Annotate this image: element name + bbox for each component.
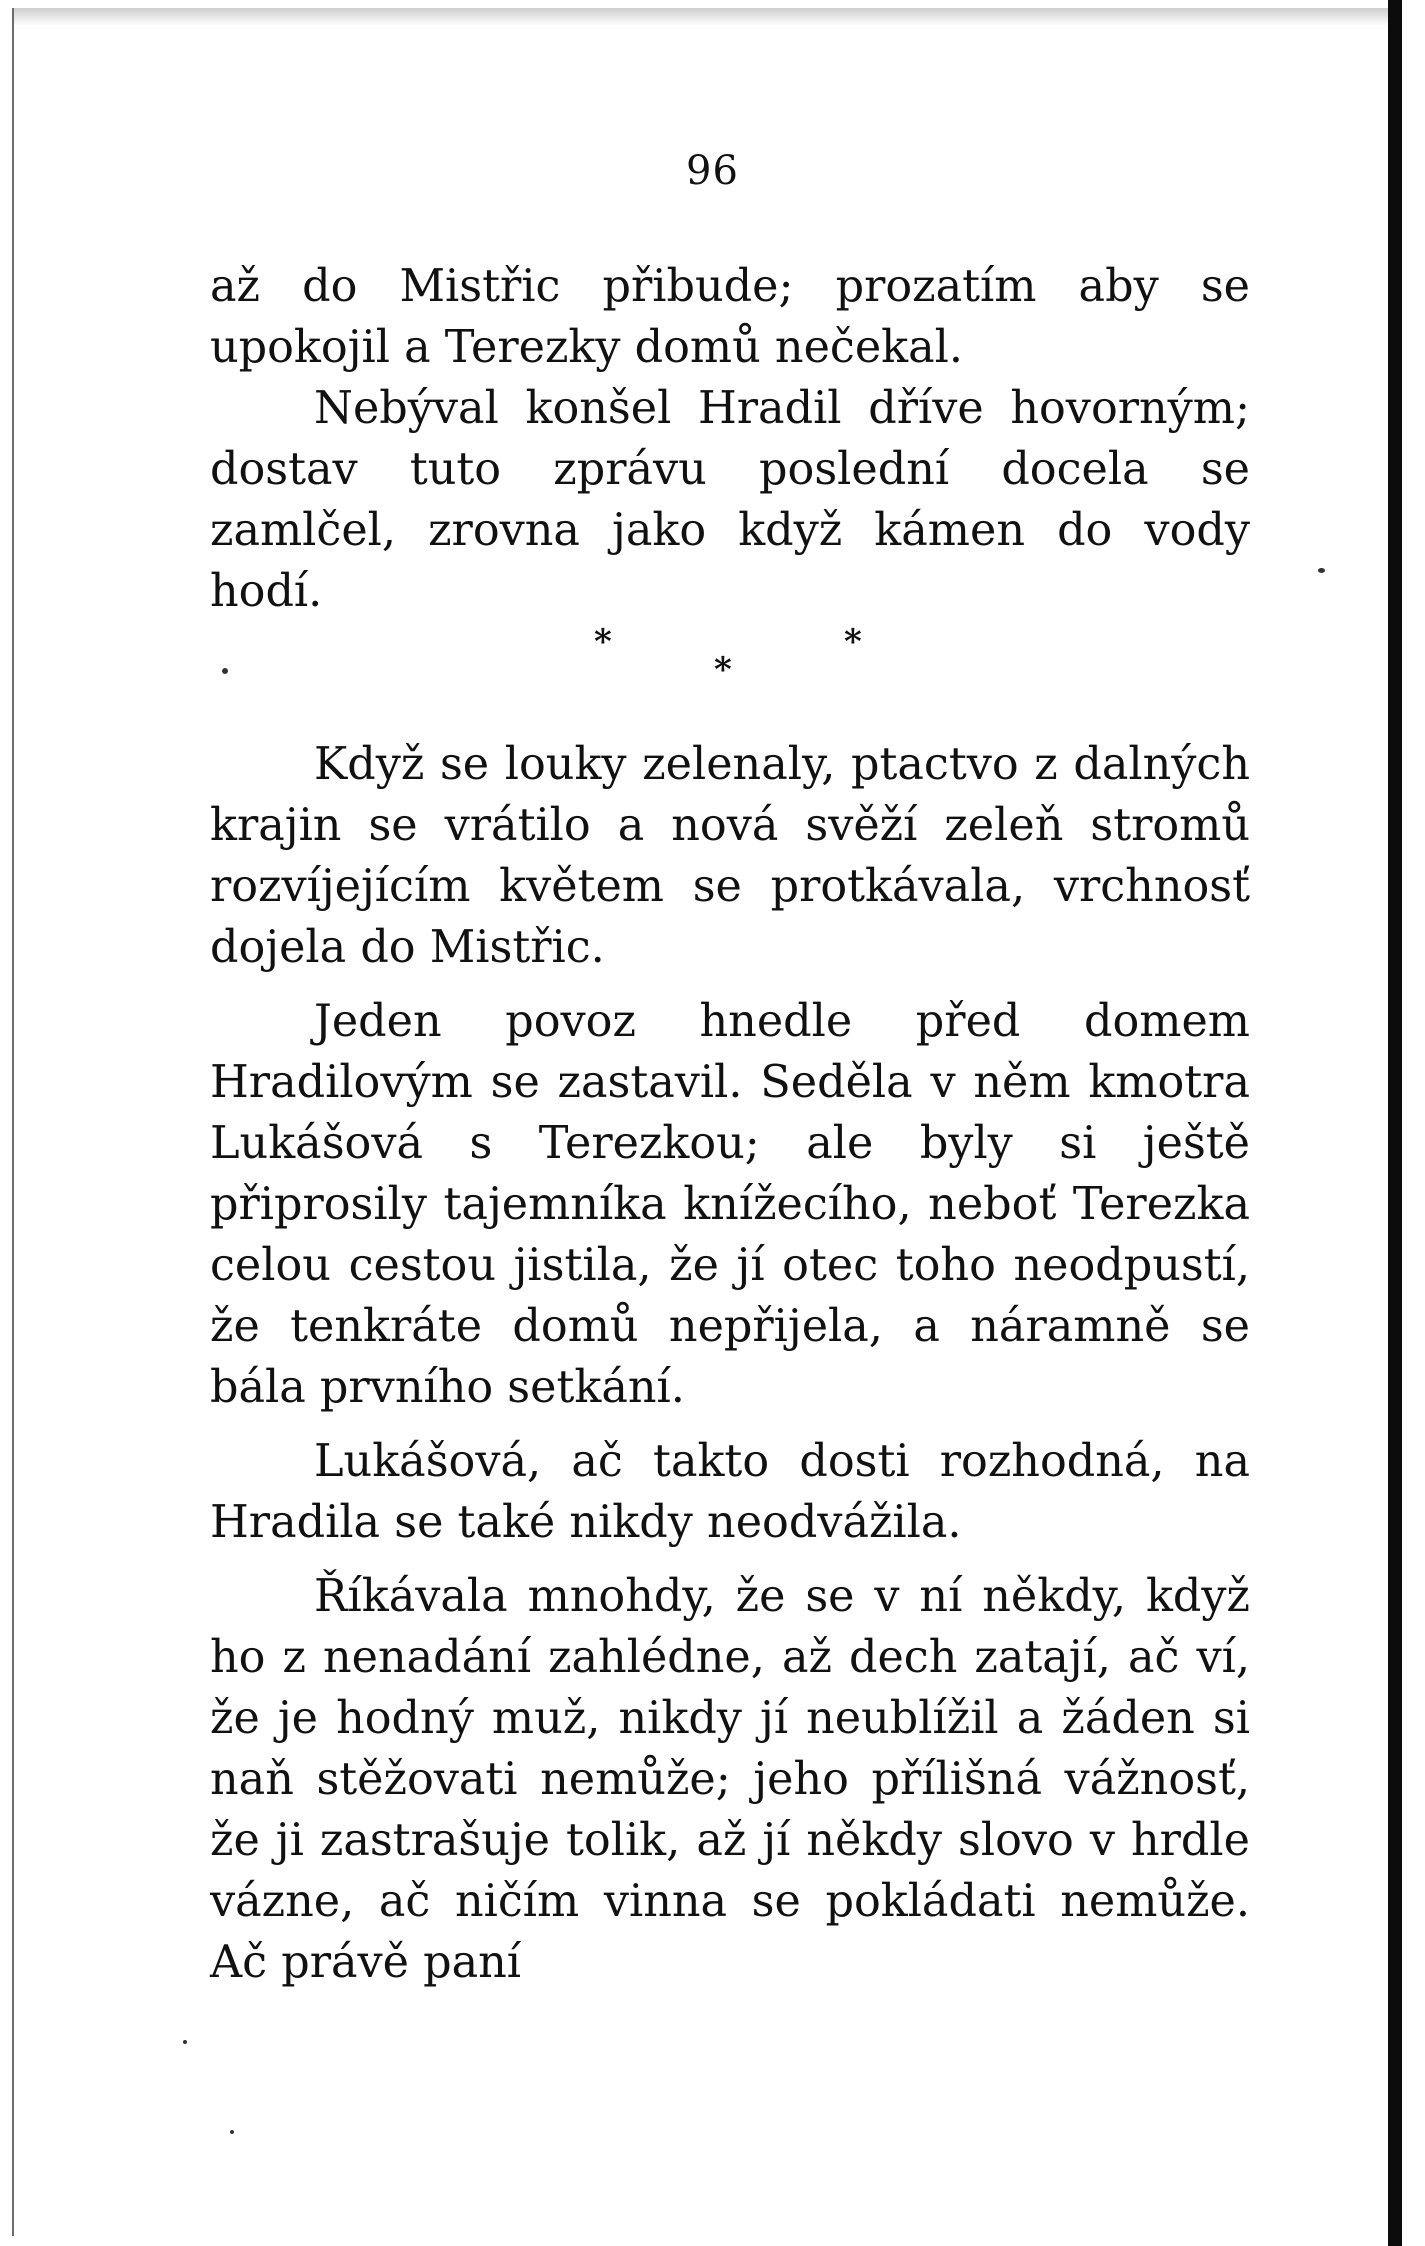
scan-speck: [222, 668, 228, 674]
page-spine-edge: [1388, 0, 1402, 2246]
scan-speck: [183, 2040, 187, 2044]
paragraph-3: Když se louky zelenaly, ptactvo z dalných krajin se vrátilo a nová svěží zeleň stromů rozvíjejícím květem se protkávala, vrchnosť dojela do Mistřic.: [210, 739, 1250, 973]
paragraph-5: Lukášová, ač takto dosti rozhodná, na Hradila se také nikdy neodvážila.: [210, 1436, 1250, 1548]
paragraph-2: Nebýval konšel Hradil dříve hovorným; dostav tuto zprávu poslední docela se zamlčel, zrovna jako když kámen do vody hodí.: [210, 383, 1250, 617]
page-text: [210, 256, 1250, 1993]
paragraph-6: Říkávala mnohdy, že se v ní někdy, když ho z nenadání zahlédne, až dech zatají, ač ví, že je hodný muž, nikdy jí neublížil a žáden si naň stěžovati nemůže; jeho přílišná vážnosť, že ji zastrašuje tolik, až jí někdy slovo v hrdle vázne, ač ničím vinna se pokládati nemůže. Ač právě paní: [210, 1571, 1250, 1988]
paragraph-4: Jeden povoz hnedle před domem Hradilovým se zastavil. Seděla v něm kmotra Lukášová s Terezkou; ale byly si ještě připrosily tajemníka knížecího, neboť Terezka celou cestou jistila, že jí otec toho neodpustí, že tenkráte domů nepřijela, a náramně se bála prvního setkání.: [210, 996, 1250, 1413]
asterisk-middle: *: [714, 650, 732, 690]
asterisk-right: *: [844, 622, 862, 662]
scan-margin: [1402, 0, 1425, 2246]
section-break-asterism: [210, 622, 1250, 734]
page-number: 96: [686, 148, 739, 194]
paragraph-1: až do Mistřic přibude; prozatím aby se upokojil a Terezky domů nečekal.: [210, 261, 1250, 373]
page-top-shadow: [14, 8, 1402, 26]
scan-speck: [230, 2130, 234, 2134]
asterisk-left: *: [594, 622, 612, 662]
scan-speck: [1318, 568, 1325, 573]
